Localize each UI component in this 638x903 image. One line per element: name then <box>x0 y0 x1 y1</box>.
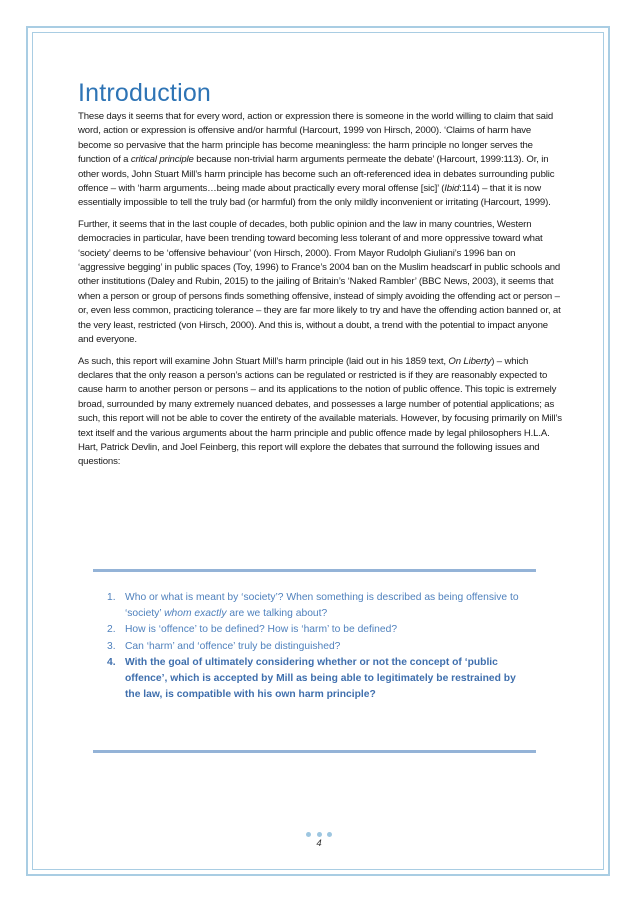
list-item-number: 1. <box>107 592 116 603</box>
page-number: 4 <box>316 838 322 849</box>
list-item <box>107 655 527 704</box>
list-item-number: 3. <box>107 640 116 652</box>
list-item-text: How is ‘offence’ to be defined? How is ‘harm’ to be defined? <box>125 624 398 636</box>
questions-box <box>93 569 536 753</box>
list-item-text: Can ‘harm’ and ‘offence’ truly be distinguished? <box>125 640 341 652</box>
paragraph-2: Further, it seems that in the last couple of decades, both public opinion and the law in many countries, Western democracies in particular, have been trending toward becoming less tolerant of and more oppressive toward what ‘society’ deems to be ‘offensive behaviour’ (von Hirsch, 2000). From Mayor Rudolph Giuliani’s 1996 ban on ‘aggressive begging’ in public spaces (Toy, 1996) to France’s 2004 ban on the Muslim headscarf in public schools and other institutions (Daley and Rubin, 2015) to the jailing of Britain’s ‘Naked Rambler’ (BBC News, 2003), it seems that when a person or group of persons finds something offensive, instead of simply avoiding the offending act or person – or, even less common, practicing tolerance – they are far more likely to try and have the offending action banned or, at the very least, restricted (von Hirsch, 2000). And this is, without a doubt, a trend with the potential to impact anyone and everyone. <box>78 218 561 346</box>
dot-icon <box>327 832 332 837</box>
list-item-number: 4. <box>107 656 116 668</box>
list-item-text: With the goal of ultimately considering whether or not the concept of ‘public offence’, which is accepted by Mill as being able to legitimately be restrained by the law, is compatible with his own harm principle? <box>125 656 516 701</box>
list-item-number: 2. <box>107 624 116 636</box>
dot-icon <box>317 832 322 837</box>
section-heading: Introduction <box>78 79 212 107</box>
paragraph-1: These days it seems that for every word, action or expression there is someone in the world willing to claim that said word, action or expression is offensive and/or harmful (Harcourt, 1999 von Hirsch, 2000). ‘Claims of harm have become so pervasive that the harm principle has become meaningless: the harm principle no longer serves the function of a critical principle because non-trivial harm arguments permeate the debate’ (Harcourt, 1999:113). Or, in other words, John Stuart Mill’s harm principle has become such an oft-referenced idea in debates surrounding public offence – with ‘harm arguments…being made about practically every moral offense [sic]’ (Ibid:114) – that it is now essentially impossible to tell the truly bad (or harmful) from the only mildly inconvenient or irritating (Harcourt, 1999). <box>78 111 555 209</box>
main-content <box>78 76 562 477</box>
questions-list <box>107 590 527 703</box>
paragraph-3: As such, this report will examine John Stuart Mill’s harm principle (laid out in his 1859 text, On Liberty) – which declares that the only reason a person’s actions can be regulated or restricted is if they are reasonably expected to cause harm to another person or persons – and its applications to the notion of public offence. This topic is extremely broad, surrounded by many extremely nuanced debates, and possesses a large number of potential applications; as such, this report will not be able to cover the entirety of the available materials. However, by focusing primarily on Mill’s text itself and the various arguments about the harm principle and public offence made by legal philosophers H.L.A. Hart, Patrick Devlin, and Joel Feinberg, this report will explore the debates that surround the following issues and questions: <box>78 355 562 468</box>
list-item <box>107 590 527 622</box>
dot-icon <box>306 832 311 837</box>
list-item <box>107 622 527 638</box>
list-item <box>107 639 527 655</box>
list-item-text: Who or what is meant by ‘society’? When something is described as being offensive to ‘society’ whom exactly are we talking about? <box>125 592 519 620</box>
